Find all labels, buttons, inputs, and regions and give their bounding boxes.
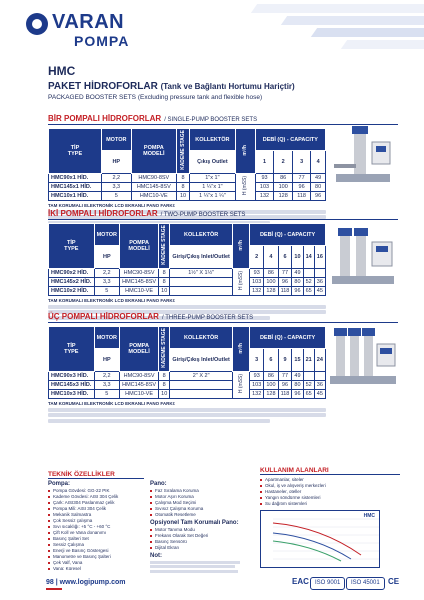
col-flow: m³/h [233, 327, 250, 372]
cell-value: 93 [255, 173, 274, 182]
cell-pump: HMC145-8SV [120, 380, 159, 389]
q-value: 9 [278, 349, 292, 371]
list-item: Frekans Olarak Set Değeri [150, 533, 250, 539]
cell-head: H (mSS) [233, 371, 250, 398]
cell-head: H (mSS) [235, 173, 255, 200]
cell-value: 77 [278, 268, 292, 277]
cell-type: HMC90x2 HİD. [49, 268, 95, 277]
cell-value: 80 [292, 277, 303, 286]
list-item: Vana: Küresel [48, 566, 144, 572]
cell-value: 118 [278, 286, 292, 295]
q-value: 2 [250, 246, 264, 268]
cell-value: 52 [303, 380, 314, 389]
cell-value: 118 [278, 389, 292, 398]
cell-value: 77 [293, 173, 311, 182]
cell-pump: HMC10-VE [120, 389, 159, 398]
cell-type: HMC10x2 HİD. [49, 286, 95, 295]
table-row [49, 191, 326, 200]
col-collector: KOLLEKTÖR [170, 327, 233, 349]
section-title-en: / THREE-PUMP BOOSTER SETS [161, 315, 254, 321]
cell-value: 100 [264, 380, 278, 389]
cell-value: 96 [278, 380, 292, 389]
cell-value: 45 [314, 389, 325, 398]
col-collector: KOLLEKTÖR [190, 129, 236, 151]
list-item: Dijital Ekran [150, 545, 250, 551]
col-motor: MOTOR [101, 129, 131, 151]
title-tr [48, 81, 408, 92]
cell-pump: HMC90-8SV [120, 371, 159, 380]
cell-hp: 3,3 [101, 182, 131, 191]
booster-table [48, 128, 326, 201]
cell-type: HMC145x1 HİD. [49, 182, 102, 191]
cell-stage: 10 [159, 389, 170, 398]
col-debit: DEBİ (Q) - CAPACITY [255, 129, 325, 151]
q-value: 21 [303, 349, 314, 371]
features-title: TEKNİK ÖZELLİKLER [48, 471, 144, 479]
cell-value: 86 [264, 371, 278, 380]
product-image-double [328, 222, 398, 290]
cell-type: HMC10x1 HİD. [49, 191, 102, 200]
list-item: Basınç Sensörü [150, 539, 250, 545]
notes-placeholder [150, 561, 250, 573]
title-tr-main: PAKET HİDROFORLAR [48, 81, 158, 92]
cell-stage: 8 [159, 371, 170, 380]
cell-pump: HMC90-8SV [120, 268, 159, 277]
col-debit: DEBİ (Q) - CAPACITY [250, 224, 326, 246]
pump-features-list [48, 488, 144, 572]
booster-table [48, 326, 326, 399]
col-pump: POMPA MODELİ [120, 224, 159, 269]
cell-value: 96 [278, 277, 292, 286]
brand-subname: POMPA [74, 33, 130, 49]
cell-collector: 1½" X 1½" [170, 268, 233, 277]
footer-text: 98 | www.logipump.com [46, 579, 126, 586]
table-row [49, 389, 326, 398]
cell-collector: 2" X 2" [170, 371, 233, 380]
model-title: HMC [48, 64, 76, 78]
q-value: 16 [314, 246, 325, 268]
cell-type: HMC10x3 HİD. [49, 389, 95, 398]
curve-svg [261, 511, 381, 569]
col-stage: KADEME STAGE [177, 129, 190, 174]
table-row [49, 277, 326, 286]
q-value: 4 [311, 151, 326, 173]
product-image-single [328, 120, 398, 188]
q-value: 15 [292, 349, 303, 371]
cell-value: 52 [303, 277, 314, 286]
q-value: 6 [278, 246, 292, 268]
col-stage: KADEME STAGE [159, 327, 170, 372]
col-type: TİP TYPE [49, 224, 95, 269]
cell-hp: 3,3 [94, 380, 119, 389]
cell-hp: 2,2 [94, 371, 119, 380]
title-en: PACKAGED BOOSTER SETS (Excluding pressure tank and flexible hose) [48, 94, 263, 101]
cell-collector: 1 ¼"x 1" [190, 182, 236, 191]
cell-value: 49 [311, 173, 326, 182]
eac-mark: EAC [292, 577, 309, 586]
col-flow: m³/h [233, 224, 250, 269]
cell-value: 86 [274, 173, 293, 182]
ce-mark: CE [388, 577, 400, 586]
cell-value: 65 [303, 389, 314, 398]
list-item: Okul, iş ve alışveriş merkezleri [260, 483, 400, 489]
cell-hp: 5 [101, 191, 131, 200]
list-item: Motor Tanıma Modu [150, 527, 250, 533]
cell-value [303, 371, 314, 380]
panel-features-list [150, 488, 250, 518]
col-type: TİP TYPE [49, 129, 102, 174]
col-debit: DEBİ (Q) - CAPACITY [250, 327, 326, 349]
page-header [0, 0, 424, 58]
cell-pump: HMC10-VE [131, 191, 176, 200]
section-note [48, 401, 326, 423]
cell-value: 128 [274, 191, 293, 200]
cell-value: 103 [250, 380, 264, 389]
col-collector: KOLLEKTÖR [170, 224, 233, 246]
cell-pump: HMC145-8SV [131, 182, 176, 191]
cell-value [314, 268, 325, 277]
col-pump: POMPA MODELİ [131, 129, 176, 174]
table-row [49, 286, 326, 295]
cell-pump: HMC145-8SV [120, 277, 159, 286]
product-image-triple [328, 322, 398, 390]
cell-collector [170, 286, 233, 295]
cell-value: 86 [264, 268, 278, 277]
optional-panel-list [150, 527, 250, 551]
cell-value: 132 [250, 286, 264, 295]
list-item: Enerji ve Basınç Göstergesi [48, 548, 144, 554]
cell-type: HMC90x1 HİD. [49, 173, 102, 182]
table-row [49, 173, 326, 182]
specs-columns [48, 467, 398, 571]
brand-logo [26, 11, 136, 51]
cell-collector [170, 277, 233, 286]
cell-stage: 8 [159, 380, 170, 389]
list-item: Otomatik Resetleme [150, 512, 250, 518]
cell-value: 100 [274, 182, 293, 191]
list-item: Sessiz Çalışma [48, 542, 144, 548]
q-value: 1 [255, 151, 274, 173]
list-item: Çok Sessiz çalışma [48, 518, 144, 524]
cell-value: 80 [311, 182, 326, 191]
list-item: Yangın söndürme sistemleri [260, 495, 400, 501]
list-item: Kademe Gövdesi: AISI 304 Çelik [48, 494, 144, 500]
usage-areas [260, 467, 400, 568]
cell-value: 132 [255, 191, 274, 200]
col-motor: MOTOR [94, 327, 119, 349]
panel-features [150, 471, 250, 573]
list-item: Basınç Şalteri Set [48, 536, 144, 542]
col-collector-sub: Çıkış Outlet [190, 151, 236, 173]
list-item: Pompa Mili: AISI 304 Çelik [48, 506, 144, 512]
col-motor: MOTOR [94, 224, 119, 246]
cell-value: 77 [278, 371, 292, 380]
cell-value: 103 [255, 182, 274, 191]
cell-value: 36 [314, 380, 325, 389]
cell-value: 49 [292, 268, 303, 277]
cell-value: 49 [292, 371, 303, 380]
cell-hp: 5 [94, 389, 119, 398]
list-item: Çek Valf, Vana [48, 560, 144, 566]
page-number: 98 [46, 579, 54, 586]
table-row [49, 371, 326, 380]
cell-value: 96 [292, 389, 303, 398]
cell-stage: 8 [177, 173, 190, 182]
cell-stage: 8 [159, 277, 170, 286]
booster-table [48, 223, 326, 296]
col-stage: KADEME STAGE [159, 224, 170, 269]
cell-head: H (mSS) [233, 268, 250, 295]
cell-value: 100 [264, 277, 278, 286]
list-item: Faz Sıralama Koruma [150, 488, 250, 494]
table-row [49, 268, 326, 277]
section-title-en: / SINGLE-PUMP BOOSTER SETS [164, 117, 258, 123]
note-title: TAM KORUMALI ELEKTRONİK LCD EKRANLI PANO FARKI: [48, 297, 176, 303]
list-item: Apartmanlar, siteler [260, 477, 400, 483]
col-type: TİP TYPE [49, 327, 95, 372]
title-tr-note: (Tank ve Bağlantı Hortumu Hariçtir) [160, 82, 295, 91]
cell-collector: 1 ¼"x 1 ¼" [190, 191, 236, 200]
cell-value: 128 [264, 389, 278, 398]
cell-value: 80 [292, 380, 303, 389]
usage-list [260, 477, 400, 507]
notes-title: Not: [150, 553, 162, 559]
q-value: 3 [293, 151, 311, 173]
list-item: Manometre ve Basınç Şalteri [48, 554, 144, 560]
table-row [49, 380, 326, 389]
note-title: TAM KORUMALI ELEKTRONİK LCD EKRANLI PANO FARKI: [48, 202, 176, 208]
page-title-block [48, 64, 408, 101]
col-collector-sub: Giriş/Çıkış Inlet/Outlet [170, 349, 233, 371]
note-title: TAM KORUMALI ELEKTRONİK LCD EKRANLI PANO FARKI: [48, 400, 176, 406]
list-item: Çark: AISI304 Paslanmaz çelik [48, 500, 144, 506]
q-value: 6 [264, 349, 278, 371]
curve-label: HMC [363, 513, 375, 519]
cell-value: 93 [250, 268, 264, 277]
col-hp: HP [94, 349, 119, 371]
col-flow: m³/h [235, 129, 255, 174]
technical-features [48, 471, 144, 572]
cell-pump: HMC10-VE [120, 286, 159, 295]
q-value: 2 [274, 151, 293, 173]
cell-type: HMC145x2 HİD. [49, 277, 95, 286]
section-title-tr: BİR POMPALI HİDROFORLAR [48, 114, 162, 123]
q-value: 14 [303, 246, 314, 268]
panel-title: Pano: [150, 481, 167, 487]
list-item: Su dağıtım sistemleri [260, 501, 400, 507]
col-pump: POMPA MODELİ [120, 327, 159, 372]
cell-value [303, 268, 314, 277]
table-row [49, 182, 326, 191]
section-title [48, 208, 398, 220]
col-collector-sub: Giriş/Çıkış Inlet/Outlet [170, 246, 233, 268]
cell-stage: 10 [177, 191, 190, 200]
cell-value: 45 [314, 286, 325, 295]
list-item: Hastaneler, oteller [260, 489, 400, 495]
brand-name: VARAN [52, 11, 125, 33]
cell-collector: 1"x 1" [190, 173, 236, 182]
header-decoration [234, 0, 424, 58]
logo-mark-icon [26, 13, 48, 35]
list-item: Çift Koll ve Vana donanımı [48, 530, 144, 536]
usage-title: KULLANIM ALANLARI [260, 467, 400, 475]
iso9001-badge: ISO 9001 [310, 577, 345, 590]
list-item: Motor Aşırı Koruma [150, 494, 250, 500]
col-hp: HP [94, 246, 119, 268]
q-value: 10 [292, 246, 303, 268]
website-link[interactable]: www.logipump.com [59, 579, 126, 586]
cell-type: HMC90x3 HİD. [49, 371, 95, 380]
cell-value: 96 [292, 286, 303, 295]
cell-value: 96 [311, 191, 326, 200]
cell-value: 118 [293, 191, 311, 200]
cell-stage: 10 [159, 286, 170, 295]
list-item: Sıvı sıcaklığı: +5 °C - +60 °C [48, 524, 144, 530]
q-value: 3 [250, 349, 264, 371]
section-title-tr: İKİ POMPALI HİDROFORLAR [48, 209, 158, 218]
cell-stage: 8 [177, 182, 190, 191]
cell-type: HMC145x3 HİD. [49, 380, 95, 389]
cell-value: 103 [250, 277, 264, 286]
list-item: Çalışma Mod Seçimi [150, 500, 250, 506]
cell-value: 132 [250, 389, 264, 398]
page-footer [0, 574, 424, 600]
cell-collector [170, 380, 233, 389]
cell-hp: 5 [94, 286, 119, 295]
performance-curve [260, 510, 380, 568]
iso45001-badge: ISO 45001 [346, 577, 385, 590]
cell-value: 93 [250, 371, 264, 380]
section-title-en: / TWO-PUMP BOOSTER SETS [160, 212, 246, 218]
cell-value: 65 [303, 286, 314, 295]
list-item: Mekanik Salmastra [48, 512, 144, 518]
cell-value: 128 [264, 286, 278, 295]
q-value: 4 [264, 246, 278, 268]
list-item: Pompa Gövdesi: GG-22 PIK [48, 488, 144, 494]
cell-value [314, 371, 325, 380]
cell-pump: HMC90-8SV [131, 173, 176, 182]
cell-hp: 2,2 [94, 268, 119, 277]
pump-subtitle: Pompa: [48, 481, 71, 487]
cell-collector [170, 389, 233, 398]
section-title-tr: ÜÇ POMPALI HİDROFORLAR [48, 312, 159, 321]
cell-stage: 8 [159, 268, 170, 277]
q-value: 24 [314, 349, 325, 371]
cell-value: 96 [293, 182, 311, 191]
list-item: Sıvısız Çalışma Koruma [150, 506, 250, 512]
cell-value: 36 [314, 277, 325, 286]
cell-hp: 3,3 [94, 277, 119, 286]
col-hp: HP [101, 151, 131, 173]
footer-accent [46, 588, 62, 590]
optional-panel-title: Opsiyonel Tam Korumalı Pano: [150, 520, 239, 526]
cell-hp: 2,2 [101, 173, 131, 182]
